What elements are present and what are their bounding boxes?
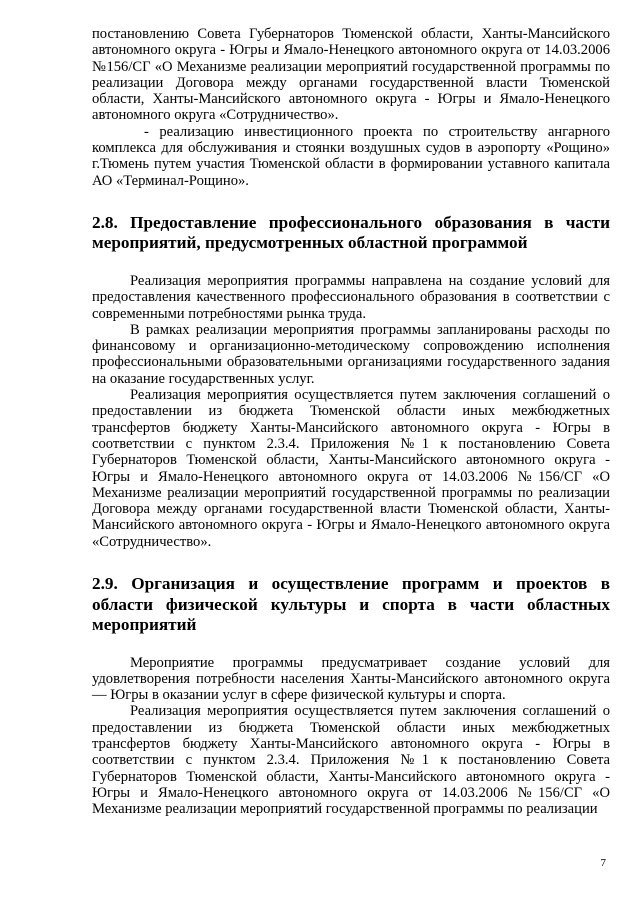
intro-bullet-paragraph: - реализацию инвестиционного проекта по строительству ангарного комплекса для обслуживания и стоянки воздушных судов в аэропорту «Рощино» г.Тюмень путем участия Тюменской области в формировании уставного капитала АО «Терминал-Рощино». xyxy=(92,123,610,189)
section-2-9-heading: 2.9. Организация и осуществление программ и проектов в области физической культуры и спорта в части областных мероприятий xyxy=(92,574,610,635)
page-number: 7 xyxy=(600,857,606,869)
section-2-8-paragraph-1: Реализация мероприятия программы направлена на создание условий для предоставления качественного профессионального образования в соответствии с современными потребностями рынка труда. xyxy=(92,272,610,322)
section-2-9-paragraph-1: Мероприятие программы предусматривает создание условий для удовлетворения потребности населения Ханты-Мансийского автономного округа — Югры в оказании услуг в сфере физической культуры и спорта. xyxy=(92,654,610,704)
section-2-9-paragraph-2: Реализация мероприятия осуществляется путем заключения соглашений о предоставлении из бюджета Тюменской области иных межбюджетных трансфертов бюджету Ханты-Мансийского автономного округа - Югры в соответствии с пунктом 2.3.4. Приложения №1 к постановлению Совета Губернаторов Тюменской области, Ханты-Мансийского автономного округа - Югры и Ямало-Ненецкого автономного округа от 14.03.2006 №156/СГ «О Механизме реализации мероприятий государственной программы по реализации xyxy=(92,703,610,818)
section-2-8-heading: 2.8. Предоставление профессионального образования в части мероприятий, предусмотренных областной программой xyxy=(92,212,610,253)
section-2-8-paragraph-3: Реализация мероприятия осуществляется путем заключения соглашений о предоставлении из бюджета Тюменской области иных межбюджетных трансфертов бюджету Ханты-Мансийского автономного округа - Югры в соответствии с пунктом 2.3.4. Приложения №1 к постановлению Совета Губернаторов Тюменской области, Ханты-Мансийского автономного округа - Югры и Ямало-Ненецкого автономного округа от 14.03.2006 №156/СГ «О Механизме реализации мероприятий государственной программы по реализации Договора между органами государственной власти Тюменской области, Ханты-Мансийского автономного округа - Югры и Ямало-Ненецкого автономного округа «Сотрудничество». xyxy=(92,387,610,550)
section-2-8-paragraph-2: В рамках реализации мероприятия программы запланированы расходы по финансовому и организационно-методическому сопровождению исполнения профессиональными образовательными организациями государственного задания на оказание государственных услуг. xyxy=(92,321,610,387)
intro-continuation-paragraph: постановлению Совета Губернаторов Тюменской области, Ханты-Мансийского автономного округа - Югры и Ямало-Ненецкого автономного округа от 14.03.2006 №156/СГ «О Механизме реализации мероприятий государственной программы по реализации Договора между органами государственной власти Тюменской области, Ханты-Мансийского автономного округа - Югры и Ямало-Ненецкого автономного округа «Сотрудничество». xyxy=(92,26,610,124)
document-page xyxy=(92,26,610,817)
